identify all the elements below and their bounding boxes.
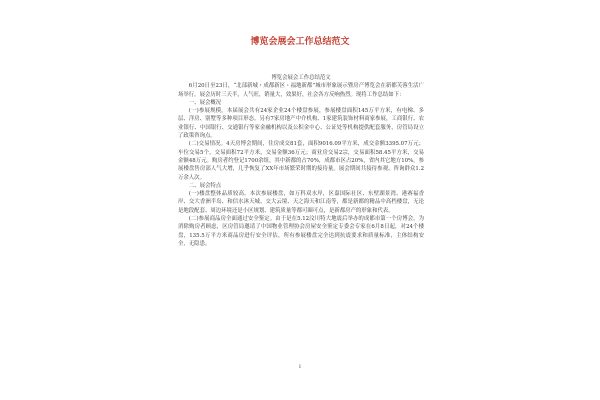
page-number: 1	[298, 364, 302, 370]
paragraph-intro: 6月20日至23日，“北部新城・成都新区・福地新都”城市形象展示暨房产博览会在新都芙蓉生活广场举行。展会历时三天半，人气旺，销量大，效果好，社会各方反响热烈。现将工作总结如下：	[178, 83, 424, 98]
section-heading-overview: 一、展会概况	[188, 99, 222, 106]
paragraph-quality: (一)楼盘整体品质较高。本次参展楼盘，如万科双水岸，区嘉国际社区、东壁湖景湾、港赛福香岸、交大香洲半岛、和信水沐天城、交大云境、天之海天和江南等，都是新都的精品中高档楼盘，无论是地段配套、周边环境还是小区规划、建筑质量等都可圈可点，是新都房产的形象和代表。	[178, 191, 424, 214]
section-heading-features: 二、展会特点	[188, 182, 222, 189]
paragraph-scale: (一)参展规模。本届展会共有24家企业24个楼盘参展，参展楼盘面积145万平方米，有电梯、多层、洋房、别墅等多种项目形态。另有7家房地产中介机构、1家建筑装饰材料商家参展，工商银行、农业银行、中国银行、交通银行等家金融机构以及公积金中心、公证处等机构提供配套服务，房管局设立了政策咨询点。	[178, 108, 424, 140]
document-title: 博览会展会工作总结范文	[250, 37, 350, 47]
paragraph-transactions: (二)交易情况。4天房博会期间，住房成交81套，面积9016.09平方米，成交金额3395.07万元；车位交易5个，交易面积72平方米，交易金额36万元；商业房交易2宗，交易面积58.45平方米，交易金额48万元。购房者约登记1700余组，其中新都的占70%，成都市区占20%，省内其它地方10%。参展楼盘售房部人气大增，几乎恢复了XX年市场繁荣时期的接待量。展会期间共接待参观、咨询群众1.2万余人次。	[178, 141, 424, 181]
document-subtitle: 博览会展会工作总结范文	[271, 75, 331, 81]
document-body	[178, 74, 424, 248]
paragraph-safety: (二)参展商品房全面通过安全鉴定。由于是在5.12汶川特大地震后举办的成都市第一个房博会，为消除购房者顾虑，区房管局邀请了中国物业管理协会房屋安全鉴定专委会专家在6月8日起，对24个楼盘，135.5万平方米商品房进行安全评估，所有参展楼盘完全达到抗震要求和质量标准，主体结构安全，无隐患。	[178, 216, 424, 247]
